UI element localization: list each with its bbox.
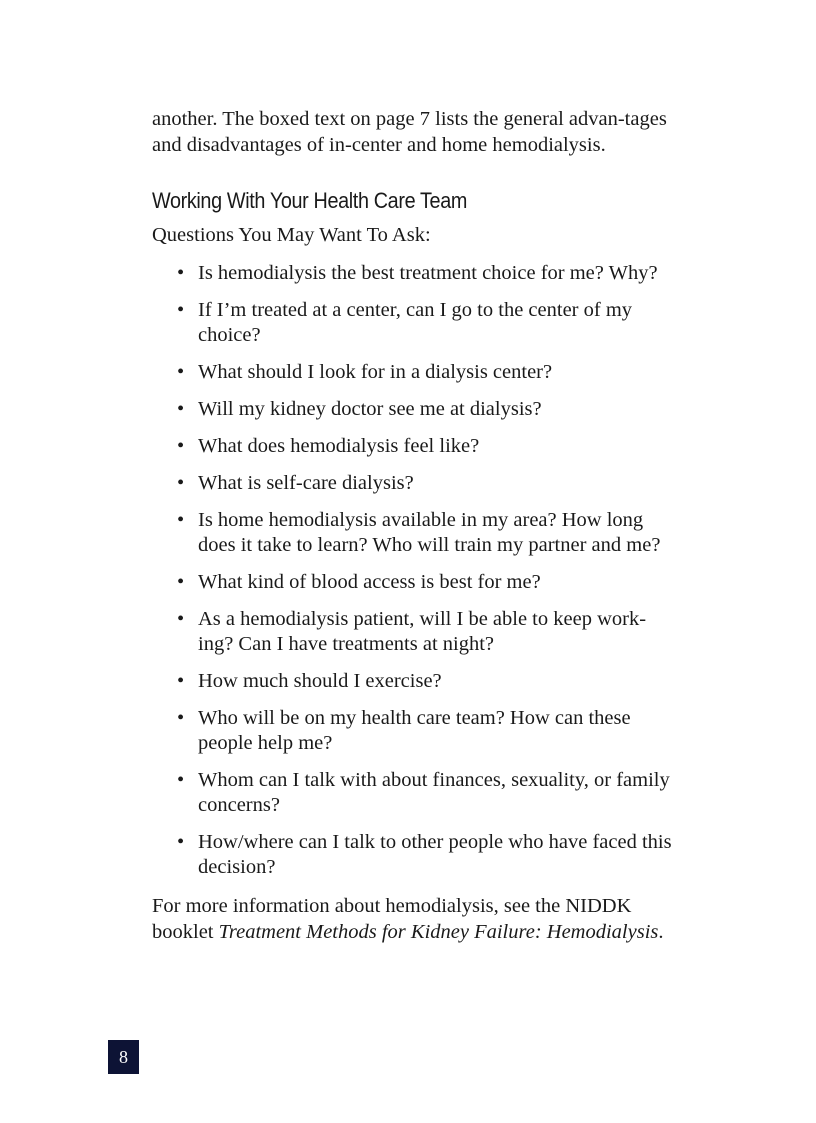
bullet-icon: • [177, 361, 185, 383]
bullet-icon: • [177, 398, 185, 420]
question-text: What does hemodialysis feel like? [198, 435, 480, 457]
question-item [152, 607, 672, 657]
question-item [152, 830, 672, 880]
question-text: Will my kidney doctor see me at dialysis? [198, 398, 542, 420]
question-text: Is home hemodialysis available in my area? How long does it take to learn? Who will train my partner and me? [198, 509, 661, 556]
bullet-icon: • [177, 299, 185, 321]
question-item [152, 397, 672, 422]
question-text: Whom can I talk with about finances, sexuality, or family concerns? [198, 769, 670, 816]
question-item [152, 360, 672, 385]
question-item [152, 768, 672, 818]
question-item [152, 471, 672, 496]
question-item [152, 570, 672, 595]
bullet-icon: • [177, 707, 185, 729]
question-text: What is self-care dialysis? [198, 472, 414, 494]
question-item [152, 298, 672, 348]
bullet-icon: • [177, 571, 185, 593]
question-item [152, 434, 672, 459]
question-text: What kind of blood access is best for me? [198, 571, 541, 593]
closing-paragraph [152, 893, 672, 945]
booklet-title: Treatment Methods for Kidney Failure: Hemodialysis [218, 921, 659, 943]
question-item [152, 261, 672, 286]
page-number-box [108, 1040, 139, 1074]
section-heading: Working With Your Health Care Team [152, 188, 467, 213]
question-text: If I’m treated at a center, can I go to the center of my choice? [198, 299, 633, 346]
question-list [152, 261, 672, 880]
bullet-icon: • [177, 831, 185, 853]
bullet-icon: • [177, 670, 185, 692]
closing-text: For more information about hemodialysis, see the NIDDK booklet [152, 895, 632, 943]
bullet-icon: • [177, 769, 185, 791]
question-item [152, 669, 672, 694]
question-item [152, 706, 672, 756]
questions-intro: Questions You May Want To Ask: [152, 224, 431, 246]
page-content [152, 106, 672, 945]
bullet-icon: • [177, 435, 185, 457]
bullet-icon: • [177, 509, 185, 531]
bullet-icon: • [177, 608, 185, 630]
question-text: Who will be on my health care team? How can these people help me? [198, 707, 631, 754]
intro-paragraph: another. The boxed text on page 7 lists the general advan-tages and disadvantages of in-center and home hemodialysis. [152, 108, 667, 156]
question-text: As a hemodialysis patient, will I be able to keep work-ing? Can I have treatments at night? [198, 608, 647, 655]
bullet-icon: • [177, 262, 185, 284]
question-text: How much should I exercise? [198, 670, 442, 692]
closing-period: . [658, 921, 664, 943]
question-text: What should I look for in a dialysis center? [198, 361, 553, 383]
page-number: 8 [119, 1046, 128, 1067]
question-text: How/where can I talk to other people who have faced this decision? [198, 831, 672, 878]
question-text: Is hemodialysis the best treatment choice for me? Why? [198, 262, 658, 284]
bullet-icon: • [177, 472, 185, 494]
question-item [152, 508, 672, 558]
